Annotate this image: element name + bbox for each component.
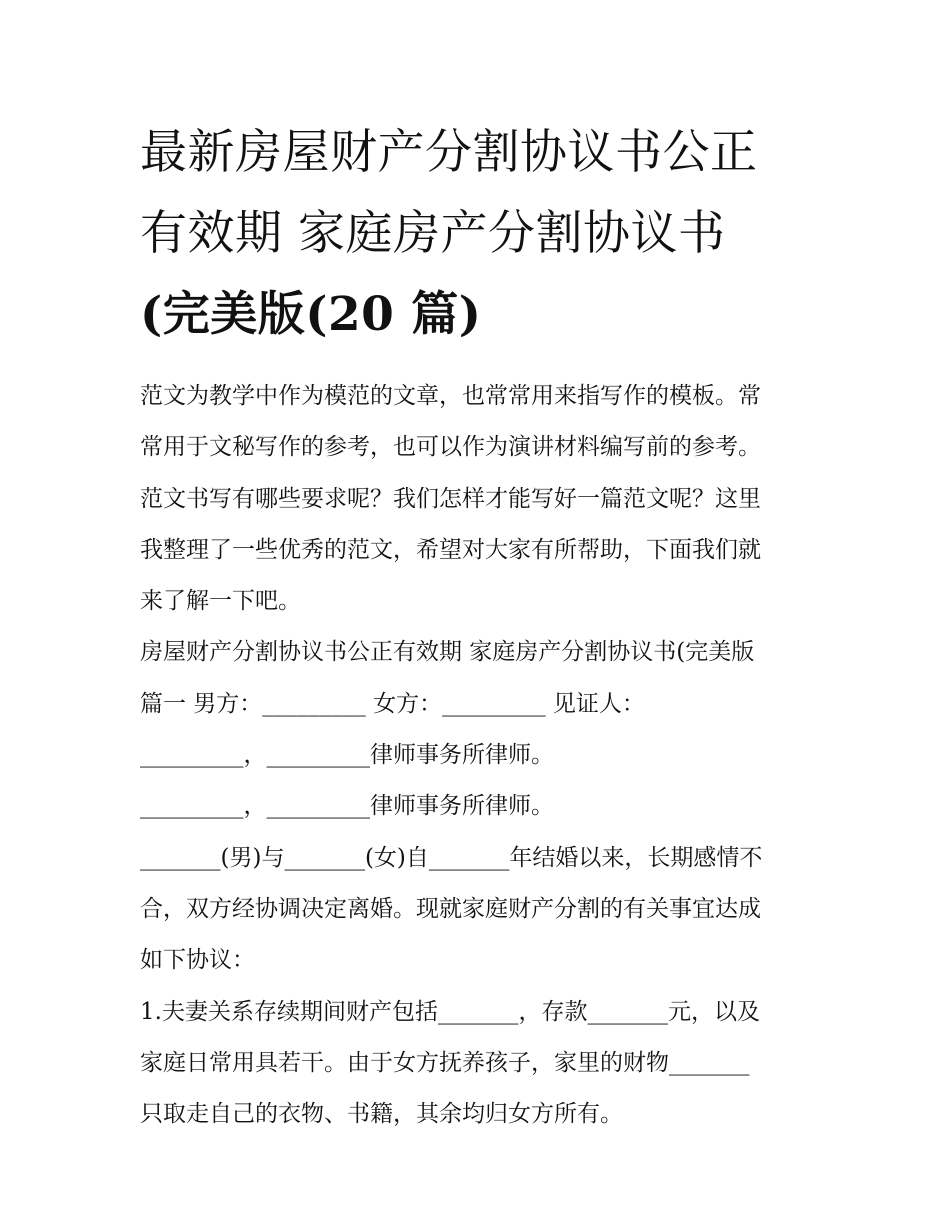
clause-line: 家庭日常用具若干。由于女方抚养孩子，家里的财物_______ (140, 1049, 750, 1076)
document-body (140, 371, 820, 1140)
document-page (140, 112, 820, 1140)
title-line-1: 最新房屋财产分割协议书公正 (140, 125, 758, 180)
title-line-2: 有效期 家庭房产分割协议书 (140, 206, 726, 261)
section-line: 篇一 男方：_________ 女方：_________ 见证人： (140, 690, 645, 717)
agreement-line: 合，双方经协调决定离婚。现就家庭财产分割的有关事宜达成 (140, 895, 761, 922)
clause-line: 1.夫妻关系存续期间财产包括_______，存款_______元，以及 (140, 998, 760, 1025)
clause-1-paragraph (140, 987, 820, 1141)
intro-paragraph (140, 371, 820, 627)
agreement-line: _______(男)与_______(女)自_______年结婚以来，长期感情不 (140, 844, 763, 871)
intro-line: 我整理了一些优秀的范文，希望对大家有所帮助，下面我们就 (140, 536, 761, 563)
clause-line: 只取走自己的衣物、书籍，其余均归女方所有。 (140, 1101, 623, 1128)
title-line-3: (完美版(20 篇) (140, 287, 482, 342)
section-heading-paragraph (140, 627, 820, 832)
intro-line: 范文书写有哪些要求呢？我们怎样才能写好一篇范文呢？这里 (140, 485, 761, 512)
section-line: 房屋财产分割协议书公正有效期 家庭房产分割协议书(完美版 (140, 639, 755, 666)
intro-line: 常用于文秘写作的参考，也可以作为演讲材料编写前的参考。 (140, 434, 761, 461)
intro-line: 来了解一下吧。 (140, 588, 301, 615)
section-line: _________，_________律师事务所律师。 (140, 742, 554, 769)
section-line: _________，_________律师事务所律师。 (140, 793, 554, 820)
document-title (140, 112, 820, 355)
agreement-paragraph (140, 833, 820, 987)
intro-line: 范文为教学中作为模范的文章，也常常用来指写作的模板。常 (140, 383, 761, 409)
agreement-line: 如下协议： (140, 947, 255, 974)
